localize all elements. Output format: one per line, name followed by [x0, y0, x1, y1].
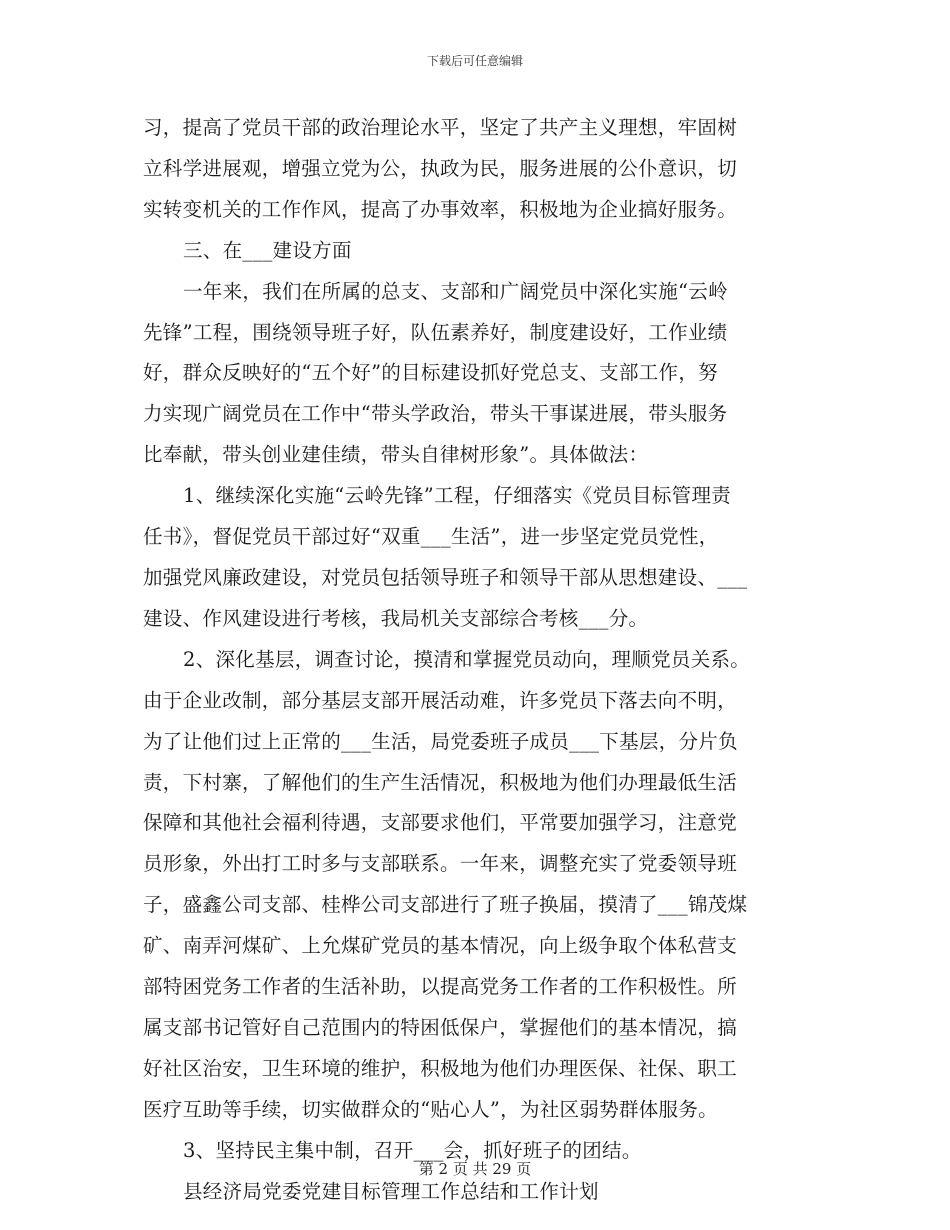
- text-line: 先锋”工程，围绕领导班子好，队伍素养好，制度建设好，工作业绩: [143, 320, 728, 344]
- text-line: 立科学进展观，增强立党为公，执政为民，服务进展的公仆意识，切: [143, 156, 738, 180]
- page-number: 第 2 页 共 29 页: [418, 1160, 532, 1178]
- text-line: 为了让他们过上正常的___生活，局党委班子成员___下基层，分片负: [143, 729, 738, 753]
- text-line: 矿、南弄河煤矿、上允煤矿党员的基本情况，向上级争取个体私营支: [143, 934, 738, 958]
- text-line: 医疗互助等手续，切实做群众的“贴心人”，为社区弱势群体服务。: [143, 1097, 718, 1121]
- text-line: 责，下村寨，了解他们的生产生活情况，积极地为他们办理最低生活: [143, 770, 738, 794]
- paragraph-3: [143, 272, 809, 477]
- text-line: 县经济局党委党建目标管理工作总结和工作计划: [183, 1179, 599, 1203]
- text-line: 好社区治安，卫生环境的维护，积极地为他们办理医保、社保、职工: [143, 1056, 738, 1080]
- text-line: 3、坚持民主集中制，召开___会，抓好班子的团结。: [183, 1138, 642, 1162]
- text-line: 2、深化基层，调查讨论，摸清和掌握党员动向，理顺党员关系。: [183, 647, 751, 671]
- text-line: 比奉献，带头创业建佳绩，带头自律树形象”。具体做法：: [143, 443, 649, 467]
- text-line: 由于企业改制，部分基层支部开展活动难，许多党员下落去向不明，: [143, 688, 738, 712]
- document-body: [143, 108, 809, 1212]
- text-line: 部特困党务工作者的生活补助，以提高党务工作者的工作积极性。所: [143, 975, 738, 999]
- text-line: 力实现广阔党员在工作中“带头学政治，带头干事谋进展，带头服务: [143, 402, 728, 426]
- text-line: 三、在___建设方面: [183, 238, 352, 262]
- text-line: 加强党风廉政建设，对党员包括领导班子和领导干部从思想建设、___: [143, 565, 748, 589]
- text-line: 建设、作风建设进行考核，我局机关支部综合考核___分。: [143, 606, 649, 630]
- text-line: 任书》，督促党员干部过好“双重___生活”，进一步坚定党员党性，: [143, 525, 719, 549]
- text-line: 属支部书记管好自己范围内的特困低保户，掌握他们的基本情况，搞: [143, 1015, 738, 1039]
- text-line: 实转变机关的工作作风，提高了办事效率，积极地为企业搞好服务。: [143, 197, 738, 221]
- page-header: 下载后可任意编辑: [426, 54, 523, 68]
- paragraph-4: [143, 476, 809, 640]
- text-line: 一年来，我们在所属的总支、支部和广阔党员中深化实施“云岭: [183, 279, 728, 303]
- text-line: 子，盛鑫公司支部、桂桦公司支部进行了班子换届，摸清了___锦茂煤: [143, 893, 748, 917]
- text-line: 员形象，外出打工时多与支部联系。一年来，调整充实了党委领导班: [143, 852, 738, 876]
- text-line: 1、继续深化实施“云岭先锋”工程，仔细落实《党员目标管理责: [183, 484, 732, 508]
- section-heading: [143, 231, 809, 272]
- text-line: 好，群众反映好的“五个好”的目标建设抓好党总支、支部工作，努: [143, 361, 718, 385]
- text-line: 习，提高了党员干部的政治理论水平，坚定了共产主义理想，牢固树: [143, 116, 738, 139]
- text-line: 保障和其他社会福利待遇，支部要求他们，平常要加强学习，注意党: [143, 811, 738, 835]
- paragraph-1: [143, 108, 809, 231]
- paragraph-5: [143, 640, 809, 1131]
